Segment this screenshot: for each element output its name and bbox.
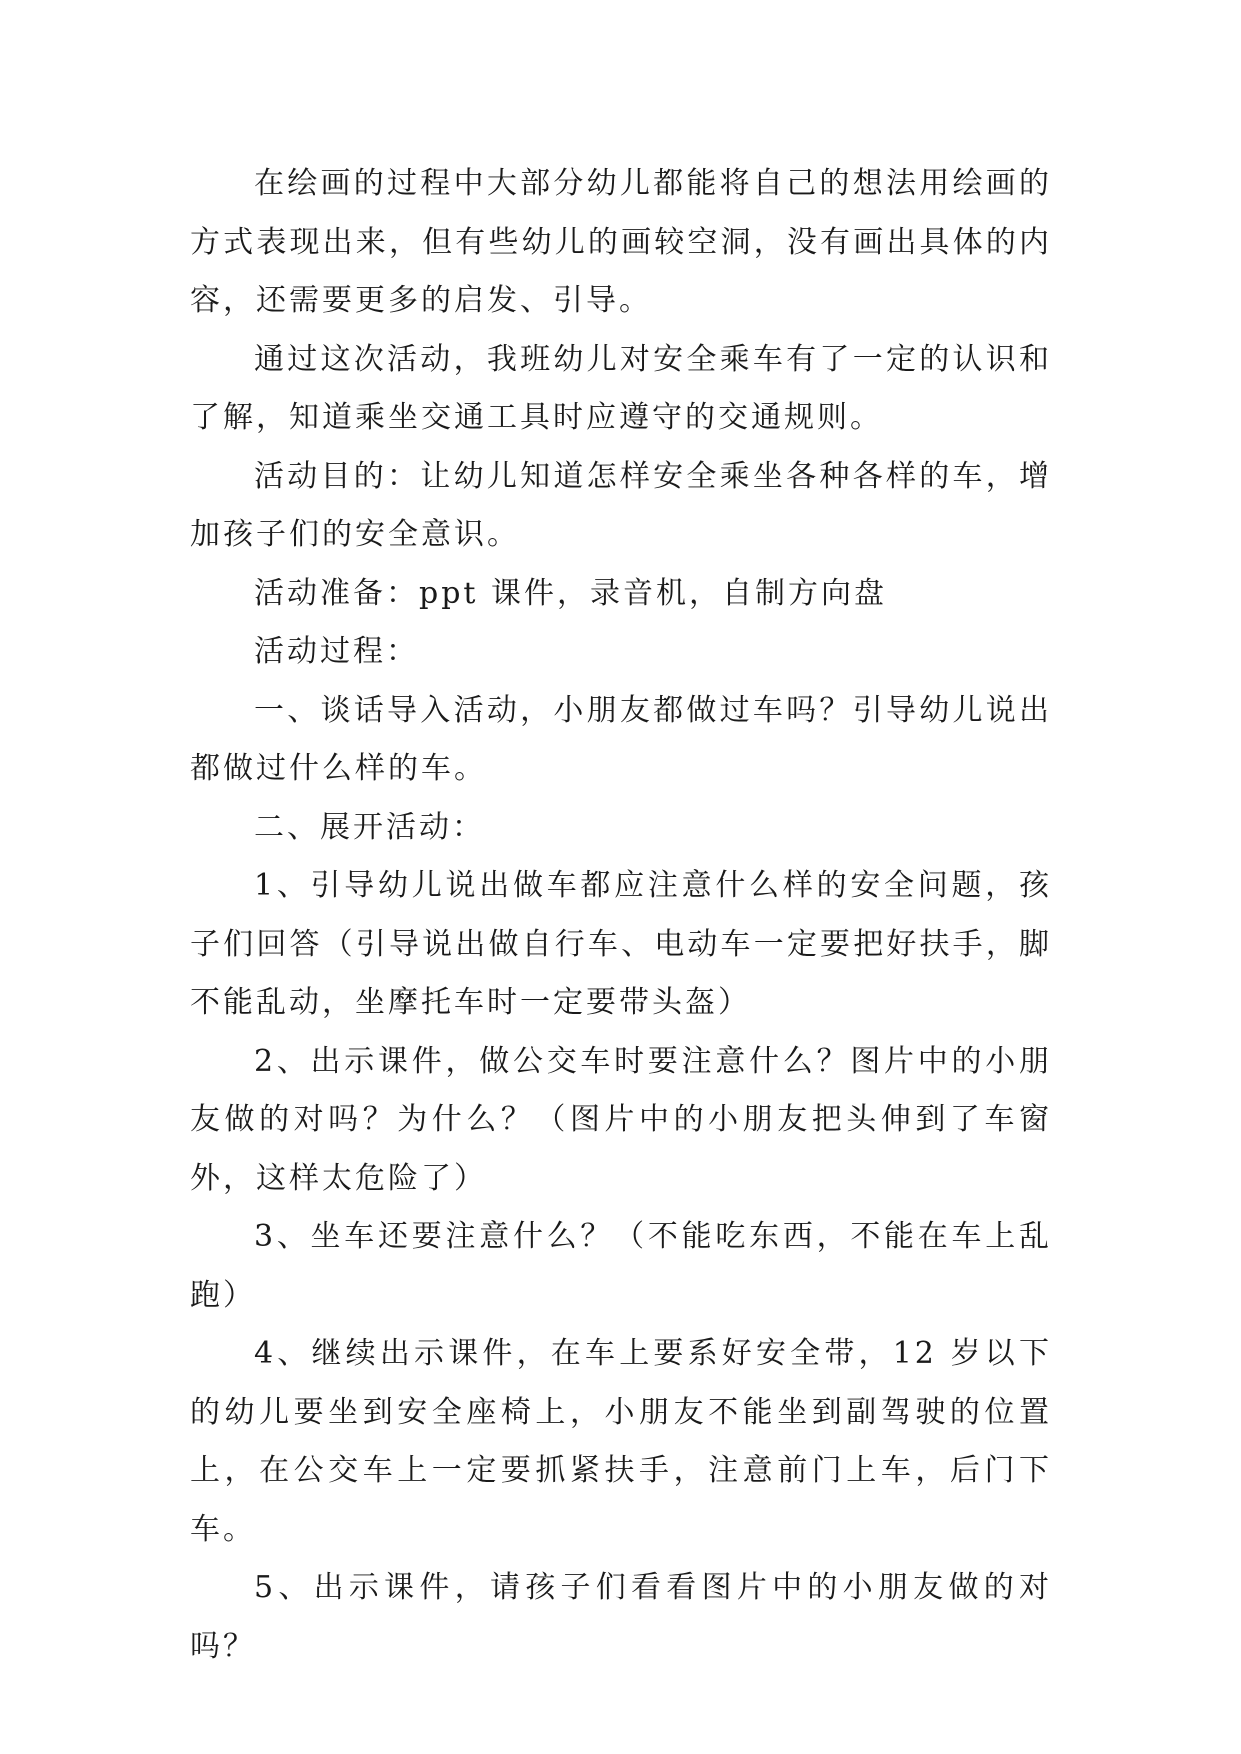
paragraph-reflection: 在绘画的过程中大部分幼儿都能将自己的想法用绘画的方式表现出来，但有些幼儿的画较空洞，没有画出具体的内容，还需要更多的启发、引导。 <box>190 166 1052 318</box>
paragraph-item-1: 1、引导幼儿说出做车都应注意什么样的安全问题，孩子们回答（引导说出做自行车、电动车一定要把好扶手，脚不能乱动，坐摩托车时一定要带头盔） <box>190 868 1052 1020</box>
paragraph-item-5: 5、出示课件，请孩子们看看图片中的小朋友做的对吗？ <box>190 1570 1052 1664</box>
paragraph-item-3: 3、坐车还要注意什么？（不能吃东西，不能在车上乱跑） <box>190 1219 1052 1313</box>
paragraph-activity-process-heading: 活动过程： <box>254 634 419 669</box>
paragraph-step-two-heading: 二、展开活动： <box>254 809 485 845</box>
document-body <box>190 155 1052 1676</box>
paragraph-activity-preparation: 活动准备：ppt 课件，录音机，自制方向盘 <box>254 575 887 611</box>
paragraph-activity-goal: 活动目的：让幼儿知道怎样安全乘坐各种各样的车，增加孩子们的安全意识。 <box>190 458 1052 552</box>
paragraph-item-2: 2、出示课件，做公交车时要注意什么？图片中的小朋友做的对吗？为什么？（图片中的小朋友把头伸到了车窗外，这样太危险了） <box>190 1043 1052 1196</box>
paragraph-item-4: 4、继续出示课件，在车上要系好安全带，12 岁以下的幼儿要坐到安全座椅上，小朋友不能坐到副驾驶的位置上，在公交车上一定要抓紧扶手，注意前门上车，后门下车。 <box>190 1336 1052 1547</box>
paragraph-summary: 通过这次活动，我班幼儿对安全乘车有了一定的认识和了解，知道乘坐交通工具时应遵守的交通规则。 <box>190 341 1052 435</box>
paragraph-step-one: 一、谈话导入活动，小朋友都做过车吗？引导幼儿说出都做过什么样的车。 <box>190 692 1052 786</box>
